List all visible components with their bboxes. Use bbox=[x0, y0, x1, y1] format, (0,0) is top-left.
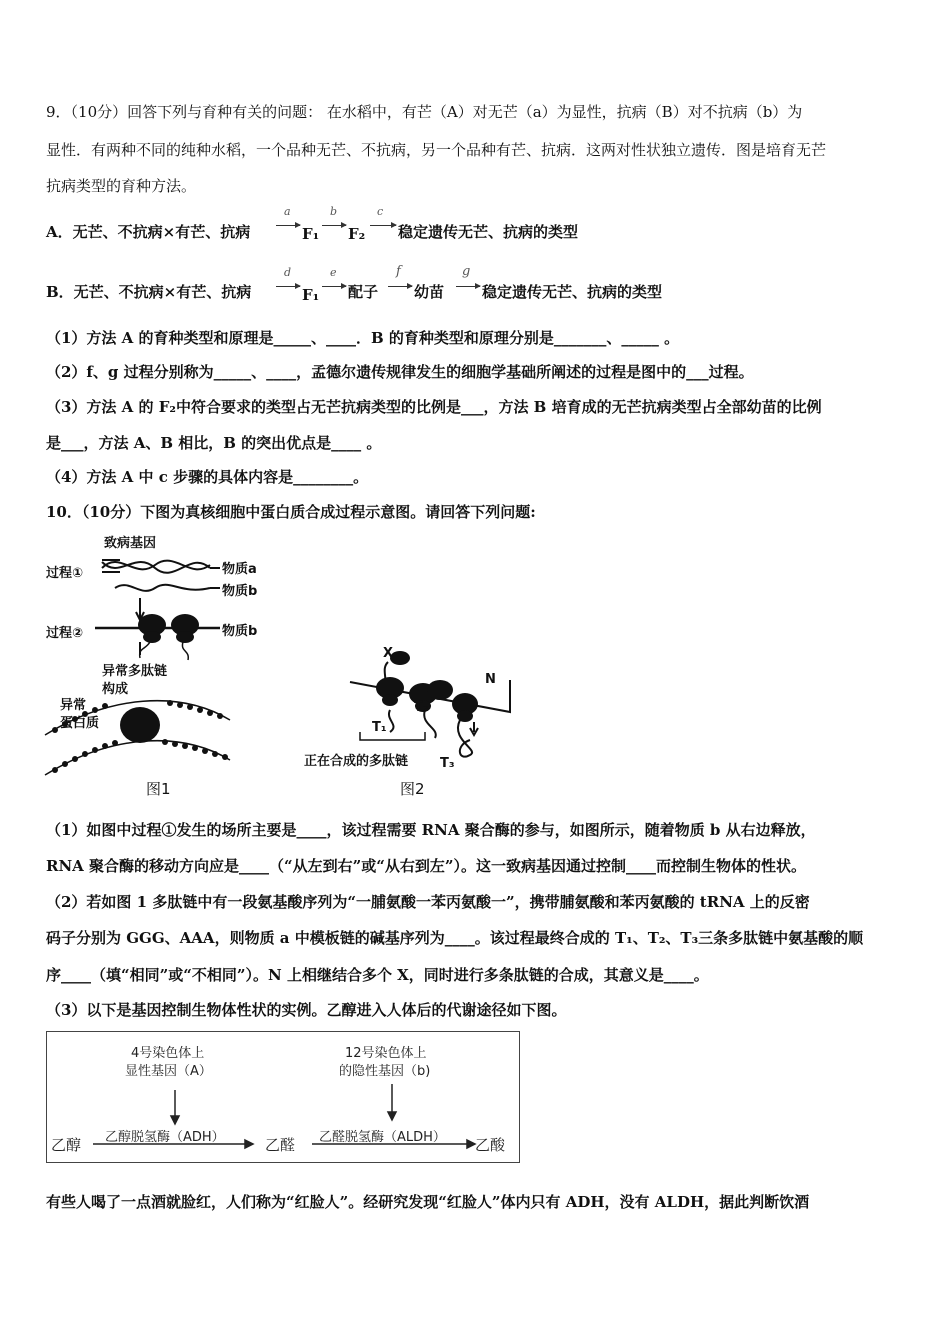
arrow-label-d: d bbox=[284, 266, 292, 279]
arrow-e bbox=[322, 286, 346, 287]
fig1-gene-label: 致病基因 bbox=[104, 536, 157, 551]
arrow-f bbox=[388, 286, 412, 287]
method-a-start: A．无芒、不抗病×有芒、抗病 bbox=[46, 223, 251, 241]
arrow-d bbox=[276, 286, 300, 287]
q9-line-3: 抗病类型的育种方法。 bbox=[46, 177, 197, 195]
node-f1-a: F₁ bbox=[302, 225, 320, 243]
fig1-protein-2: 蛋白质 bbox=[60, 716, 100, 731]
fig1-polypeptide-1: 异常多肽链 bbox=[102, 664, 168, 679]
arrow-b bbox=[322, 225, 346, 226]
node-result-b: 稳定遗传无芒、抗病的类型 bbox=[482, 283, 663, 301]
fig1-substance-b-1: 物质b bbox=[222, 584, 258, 599]
q10-title: 10．（10分）下图为真核细胞中蛋白质合成过程示意图。请回答下列问题: bbox=[46, 503, 536, 521]
arrow-label-b: b bbox=[330, 205, 338, 218]
arrow-c bbox=[370, 225, 396, 226]
q10-sub-1a: （1）如图中过程①发生的场所主要是____，该过程需要 RNA 聚合酶的参与，如图所示，随着物质 b 从右边释放， bbox=[46, 821, 816, 839]
node-f2-a: F₂ bbox=[348, 225, 366, 243]
fig2-n-label: N bbox=[485, 672, 496, 687]
fig2-t1-label: T₁ bbox=[372, 720, 387, 735]
fig2-chain-label: 正在合成的多肽链 bbox=[304, 754, 409, 769]
ethanol-label: 乙醇 bbox=[51, 1136, 82, 1154]
q10-sub-2c: 序____（填“相同”或“不相同”）。N 上相继结合多个 X，同时进行多条肽链的合成，其意义是____。 bbox=[46, 966, 709, 984]
fig2-x-label: X bbox=[383, 646, 394, 661]
gene-b-line-1: 12号染色体上 bbox=[345, 1046, 427, 1061]
arrow-g bbox=[456, 286, 480, 287]
fig1-process-2: 过程② bbox=[46, 626, 84, 641]
q9-sub-3a: （3）方法 A 的 F₂中符合要求的类型占无芒抗病类型的比例是___，方法 B 培育成的无芒抗病类型占全部幼苗的比例 bbox=[46, 398, 822, 416]
q9-line-2: 显性．有两种不同的纯种水稻，一个品种无芒、不抗病，另一个品种有芒、抗病．这两对性状独立遗传．图是培育无芒 bbox=[46, 141, 827, 159]
arrow-label-a: a bbox=[284, 205, 291, 218]
fig1-caption: 图1 bbox=[146, 780, 171, 798]
fig2-caption: 图2 bbox=[400, 780, 425, 798]
arrow-label-g: g bbox=[462, 264, 471, 279]
arrow-label-e: e bbox=[330, 266, 337, 279]
node-seedling: 幼苗 bbox=[414, 283, 445, 301]
adh-enzyme-label: 乙醇脱氢酶（ADH） bbox=[105, 1130, 225, 1145]
q9-sub-2: （2）f、g 过程分别称为_____、____，孟德尔遗传规律发生的细胞学基础所阐述的过程是图中的___过程。 bbox=[46, 363, 754, 381]
method-b-start: B．无芒、不抗病×有芒、抗病 bbox=[46, 283, 252, 301]
acetaldehyde-label: 乙醛 bbox=[265, 1136, 296, 1154]
q10-sub-1b: RNA 聚合酶的移动方向应是____（“从左到右”或“从右到左”）。这一致病基因通过控制____而控制生物体的性状。 bbox=[46, 857, 807, 875]
q10-sub-2a: （2）若如图 1 多肽链中有一段氨基酸序列为“一脯氨酸一苯丙氨酸一”，携带脯氨酸和苯丙氨酸的 tRNA 上的反密 bbox=[46, 893, 810, 911]
metabolic-pathway-diagram bbox=[46, 1031, 520, 1163]
q9-sub-4: （4）方法 A 中 c 步骤的具体内容是________。 bbox=[46, 468, 369, 486]
arrow-label-f: f bbox=[396, 264, 401, 279]
arrow-label-c: c bbox=[377, 205, 384, 218]
node-f1-b: F₁ bbox=[302, 286, 320, 304]
fig1-protein-1: 异常 bbox=[60, 698, 87, 713]
fig1-process-1: 过程① bbox=[46, 566, 84, 581]
gene-a-line-1: 4号染色体上 bbox=[131, 1046, 205, 1061]
node-result-a: 稳定遗传无芒、抗病的类型 bbox=[398, 223, 579, 241]
arrow-a bbox=[276, 225, 300, 226]
gene-a-line-2: 显性基因（A） bbox=[125, 1064, 212, 1079]
aldh-enzyme-label: 乙醛脱氢酶（ALDH） bbox=[319, 1130, 446, 1145]
q10-last-line: 有些人喝了一点酒就脸红，人们称为“红脸人”。经研究发现“红脸人”体内只有 ADH，没有 ALDH，据此判断饮酒 bbox=[46, 1193, 810, 1211]
acetic-acid-label: 乙酸 bbox=[475, 1136, 506, 1154]
q9-line-1: 9．（10分）回答下列与育种有关的问题： 在水稻中，有芒（A）对无芒（a）为显性，抗病（B）对不抗病（b）为 bbox=[46, 103, 803, 121]
q9-sub-3b: 是___，方法 A、B 相比，B 的突出优点是____ 。 bbox=[46, 434, 382, 452]
fig2-t2-label: T₂ bbox=[414, 700, 429, 715]
fig1-polypeptide-2: 构成 bbox=[102, 682, 129, 697]
gene-b-line-2: 的隐性基因（b) bbox=[339, 1064, 431, 1079]
q10-sub-3: （3）以下是基因控制生物体性状的实例。乙醇进入人体后的代谢途径如下图。 bbox=[46, 1001, 567, 1019]
q10-sub-2b: 码子分别为 GGG、AAA，则物质 a 中模板链的碱基序列为____。该过程最终合成的 T₁、T₂、T₃三条多肽链中氨基酸的顺 bbox=[46, 929, 864, 947]
q9-sub-1: （1）方法 A 的育种类型和原理是_____、____．B 的育种类型和原理分别是_______、_____ 。 bbox=[46, 329, 680, 347]
fig2-t3-label: T₃ bbox=[440, 756, 455, 771]
fig1-substance-b-2: 物质b bbox=[222, 624, 258, 639]
node-gamete: 配子 bbox=[348, 283, 379, 301]
fig1-substance-a: 物质a bbox=[222, 562, 257, 577]
